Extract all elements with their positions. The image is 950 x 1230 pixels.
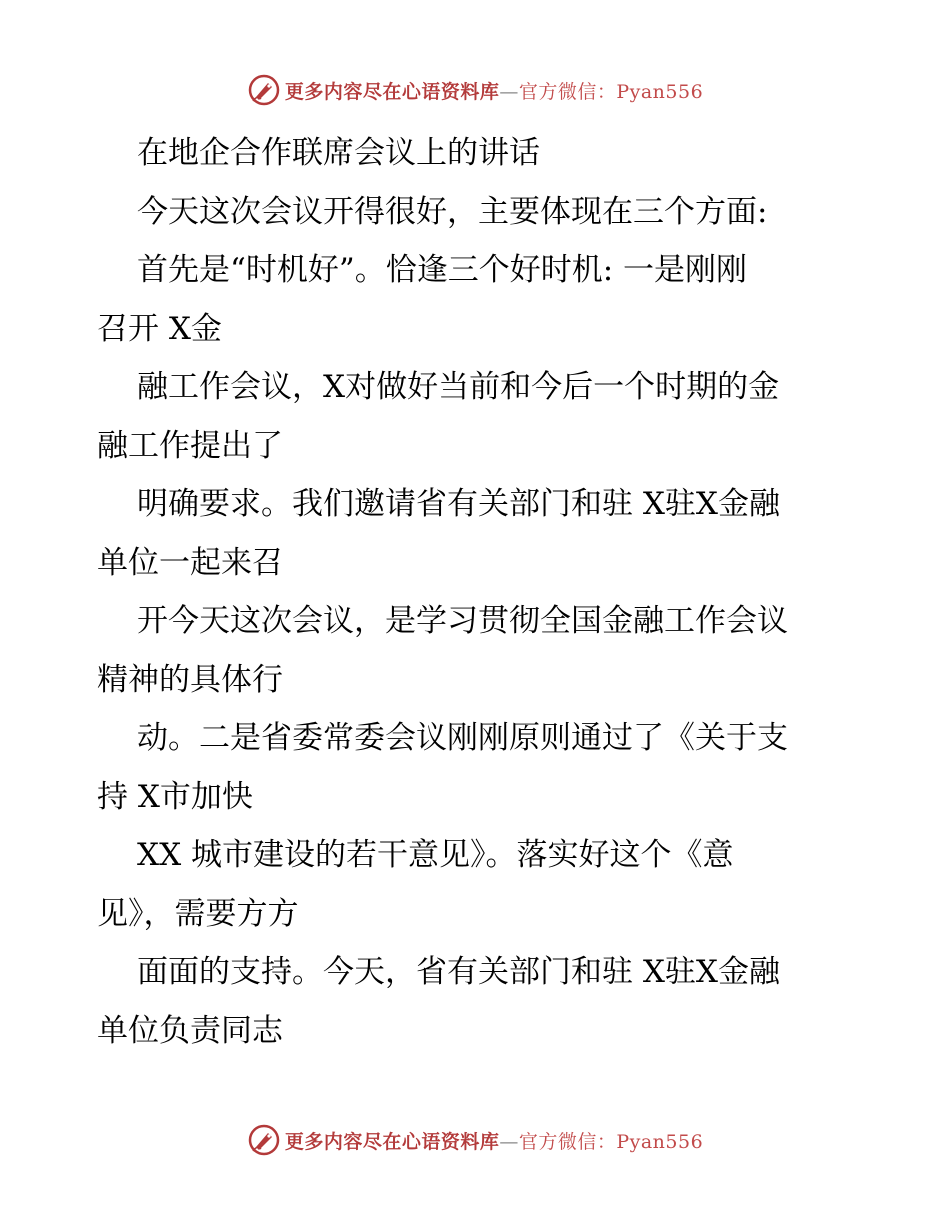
- banner-wechat-text: 官方微信：Pyan556: [518, 1130, 704, 1153]
- pen-nib-logo-icon: [247, 1123, 281, 1157]
- paragraph-line: 融工作提出了: [97, 427, 283, 464]
- paragraph-line: 见》，需要方方: [97, 895, 299, 932]
- document-body: [97, 124, 867, 1060]
- pen-nib-logo-icon: [247, 73, 281, 107]
- banner-site-text: 更多内容尽在心语资料库: [284, 1130, 500, 1153]
- paragraph-line: 单位负责同志: [97, 1012, 283, 1049]
- banner-wechat-text: 官方微信：Pyan556: [518, 80, 704, 103]
- header-banner: [0, 70, 950, 110]
- banner-site-text: 更多内容尽在心语资料库: [284, 80, 500, 103]
- paragraph-line: XX 城市建设的若干意见》。落实好这个《意: [137, 837, 734, 873]
- paragraph-line: 首先是“时机好”。恰逢三个好时机: 一是刚刚: [137, 252, 747, 288]
- paragraph-line: 融工作会议，X对做好当前和今后一个时期的金: [137, 369, 780, 405]
- paragraph-line: 持 X市加快: [97, 778, 253, 815]
- paragraph-line: 明确要求。我们邀请省有关部门和驻 X驻X金融: [137, 486, 780, 522]
- footer-banner: [0, 1120, 950, 1160]
- paragraph-line: 今天这次会议开得很好，主要体现在三个方面:: [137, 193, 768, 230]
- paragraph-line: 开今天这次会议，是学习贯彻全国金融工作会议: [137, 603, 788, 639]
- paragraph-line: 面面的支持。今天，省有关部门和驻 X驻X金融: [137, 954, 780, 990]
- banner-separator: —: [499, 1130, 519, 1153]
- paragraph-line: 召开 X金: [97, 310, 222, 347]
- banner-text: [285, 1127, 703, 1154]
- document-title: 在地企合作联席会议上的讲话: [137, 135, 540, 171]
- banner-separator: —: [499, 80, 519, 103]
- banner-text: [285, 77, 703, 104]
- paragraph-line: 精神的具体行: [97, 661, 283, 698]
- paragraph-line: 动。二是省委常委会议刚刚原则通过了《关于支: [137, 720, 788, 756]
- paragraph-line: 单位一起来召: [97, 544, 283, 581]
